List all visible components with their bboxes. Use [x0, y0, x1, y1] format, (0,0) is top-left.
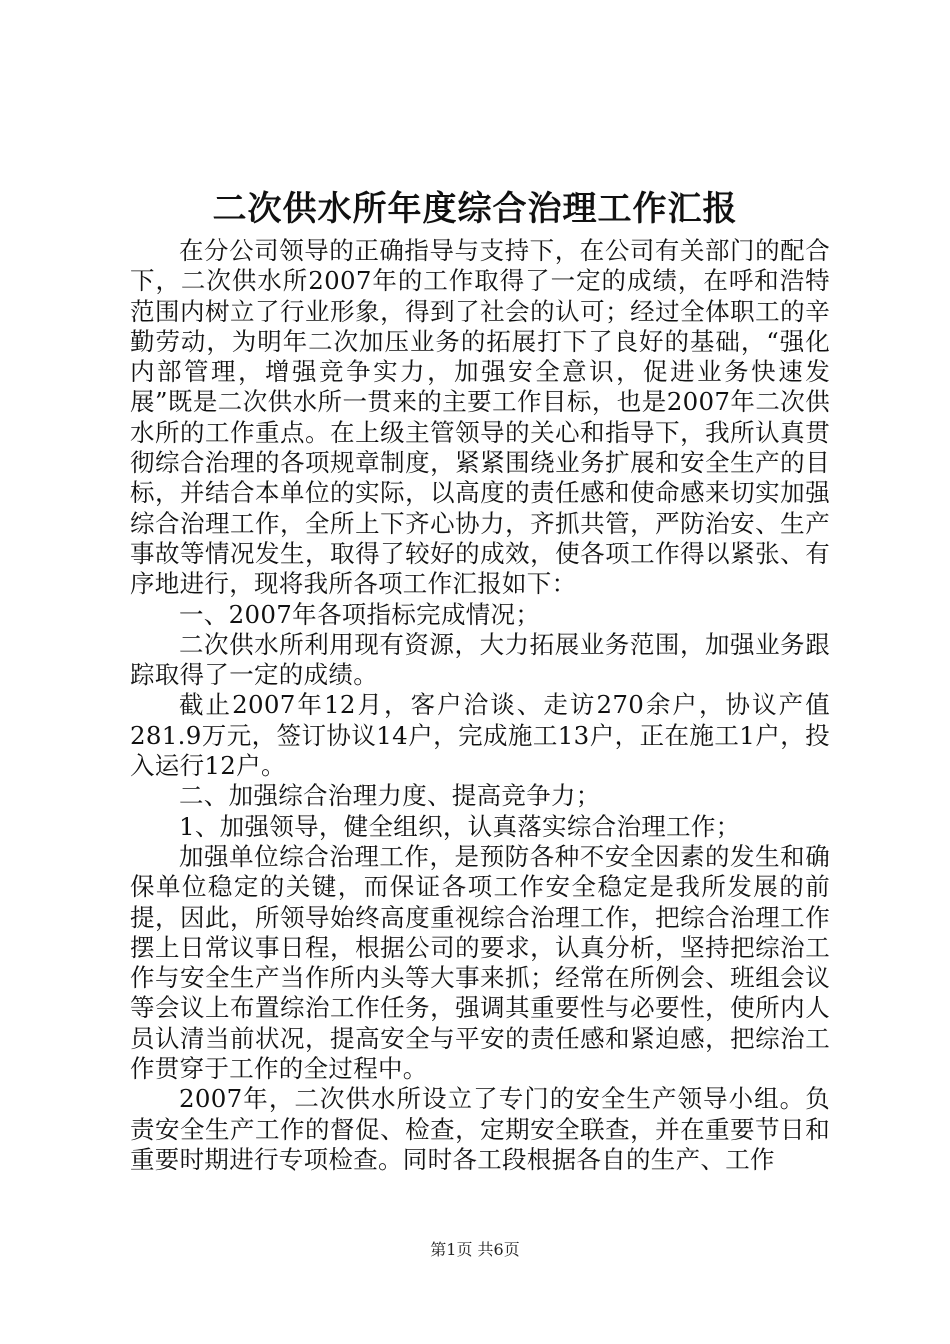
page-footer: 第1页 共6页	[430, 1240, 520, 1259]
paragraph-statistics: 截止2007年12月，客户洽谈、走访270余户，协议产值281.9万元，签订协议14户，完成施工13户，正在施工1户，投入运行12户。	[130, 690, 830, 781]
section-heading-2: 二、加强综合治理力度、提高竞争力；	[179, 781, 601, 811]
document-body	[130, 236, 830, 1175]
paragraph-management: 加强单位综合治理工作，是预防各种不安全因素的发生和确保单位稳定的关键，而保证各项工作安全稳定是我所发展的前提，因此，所领导始终高度重视综合治理工作，把综合治理工作摆上日常议事日程，根据公司的要求，认真分析，坚持把综治工作与安全生产当作所内头等大事来抓；经常在所例会、班组会议等会议上布置综治工作任务，强调其重要性与必要性，使所内人员认清当前状况，提高安全与平安的责任感和紧迫感，把综治工作贯穿于工作的全过程中。	[130, 841, 830, 1084]
document-title: 二次供水所年度综合治理工作汇报	[212, 189, 738, 229]
paragraph-safety-group: 2007年，二次供水所设立了专门的安全生产领导小组。负责安全生产工作的督促、检查，定期安全联查，并在重要节日和重要时期进行专项检查。同时各工段根据各自的生产、工作	[130, 1084, 830, 1174]
section-heading-1: 一、2007年各项指标完成情况；	[179, 599, 541, 629]
subsection-heading-1: 1、加强领导，健全组织，认真落实综合治理工作；	[179, 811, 741, 841]
paragraph-intro: 在分公司领导的正确指导与支持下，在公司有关部门的配合下，二次供水所2007年的工作取得了一定的成绩，在呼和浩特范围内树立了行业形象，得到了社会的认可；经过全体职工的辛勤劳动，为明年二次加压业务的拓展打下了良好的基础，“强化内部管理，增强竞争实力，加强安全意识，促进业务快速发展”既是二次供水所一贯来的主要工作目标，也是2007年二次供水所的工作重点。在上级主管领导的关心和指导下，我所认真贯彻综合治理的各项规章制度，紧紧围绕业务扩展和安全生产的目标，并结合本单位的实际，以高度的责任感和使命感来切实加强综合治理工作，全所上下齐心协力，齐抓共管，严防治安、生产事故等情况发生，取得了较好的成效，使各项工作得以紧张、有序地进行，现将我所各项工作汇报如下：	[130, 236, 831, 599]
paragraph-business: 二次供水所利用现有资源，大力拓展业务范围，加强业务跟踪取得了一定的成绩。	[130, 629, 830, 690]
